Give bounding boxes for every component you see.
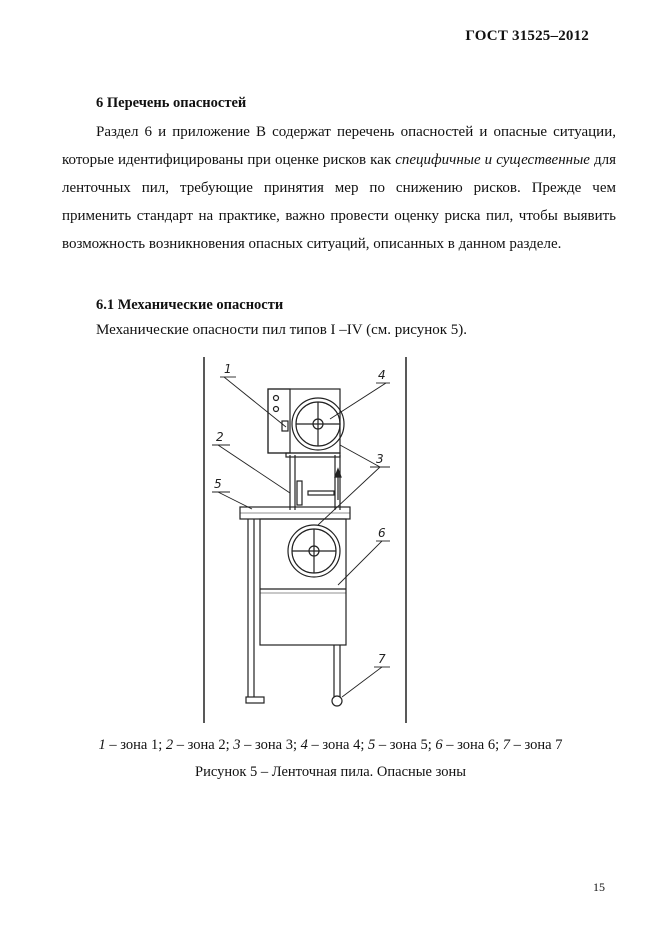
section-paragraph: [62, 118, 616, 258]
caster-wheel: [332, 696, 342, 706]
legend-text-1: – зона 1;: [105, 737, 166, 753]
band-saw-figure: [200, 355, 412, 725]
legend-num-4: 4: [300, 737, 308, 753]
section-title: 6 Перечень опасностей: [96, 95, 247, 111]
figure-legend: [0, 737, 661, 754]
subsection-intro: Механические опасности пил типов I –IV (см. рисунок 5).: [96, 322, 468, 338]
foot-left: [246, 697, 264, 703]
paragraph-text-end: для ленточных пил, требующие принятия мер по снижению рисков. Прежде чем применить стандарт на практике, важно провести оценку риска пил, чтобы выявить возможность возникновения опасных ситуаций, описанных в данном разделе.: [62, 152, 616, 252]
callout-1: 1: [224, 362, 232, 376]
upper-guide-bar: [286, 453, 340, 457]
callout-5: 5: [214, 477, 222, 491]
legend-text-7: – зона 7: [510, 737, 563, 753]
lower-housing: [260, 519, 346, 645]
legend-text-6: – зона 6;: [442, 737, 503, 753]
callout-leaders: [212, 377, 390, 697]
blade-slot: [308, 491, 334, 495]
paragraph-text-start: Раздел 6 и приложение В содержат перечень опасностей и опасные ситуации, которые идентифицированы при оценке рисков как: [62, 124, 616, 168]
standard-header: ГОСТ 31525–2012: [465, 28, 589, 44]
legend-text-2: – зона 2;: [173, 737, 234, 753]
legend-num-1: 1: [98, 737, 106, 753]
subsection-title: 6.1 Механические опасности: [96, 297, 284, 313]
legend-text-5: – зона 5;: [375, 737, 436, 753]
blade-guide-block: [297, 481, 302, 505]
legend-text-3: – зона 3;: [240, 737, 301, 753]
legend-text-4: – зона 4;: [307, 737, 369, 753]
callout-6: 6: [378, 526, 386, 540]
control-knob-2: [274, 407, 279, 412]
legend-num-2: 2: [165, 737, 174, 753]
page-number: 15: [593, 880, 605, 894]
figure-caption: Рисунок 5 – Ленточная пила. Опасные зоны: [195, 764, 466, 780]
band-saw-drawing: [200, 355, 412, 725]
callout-4: 4: [378, 368, 386, 382]
legend-num-6: 6: [435, 737, 443, 753]
callout-3: 3: [376, 452, 384, 466]
legend-num-5: 5: [368, 737, 376, 753]
control-knob-1: [274, 396, 279, 401]
legend-num-3: 3: [233, 737, 241, 753]
paragraph-emphasis: специфичные и существенные: [395, 152, 590, 168]
callout-2: 2: [216, 430, 224, 444]
legend-num-7: 7: [502, 737, 511, 753]
callout-7: 7: [378, 652, 386, 666]
